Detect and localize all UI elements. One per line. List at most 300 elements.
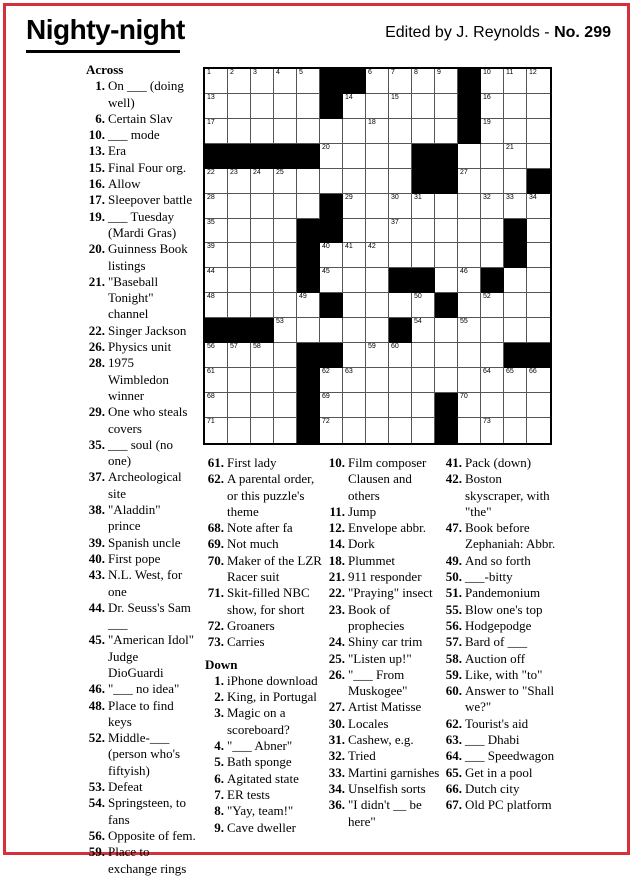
square-number: 40 <box>322 243 330 251</box>
grid-square[interactable] <box>343 194 366 219</box>
clue-item <box>326 455 440 504</box>
grid-square[interactable] <box>228 293 251 318</box>
grid-square[interactable] <box>435 194 458 219</box>
square-number: 44 <box>207 268 215 276</box>
clue-item <box>326 667 440 700</box>
square-number: 14 <box>345 93 353 101</box>
grid-square[interactable] <box>527 119 550 144</box>
grid-square[interactable] <box>366 69 389 94</box>
grid-square[interactable] <box>343 119 366 144</box>
grid-square[interactable] <box>435 219 458 244</box>
clue-text: ER tests <box>227 786 270 802</box>
grid-square[interactable] <box>389 219 412 244</box>
square-number: 63 <box>345 368 353 376</box>
grid-square[interactable] <box>343 293 366 318</box>
square-number: 4 <box>276 69 280 76</box>
black-square <box>435 169 458 194</box>
clue-number: 54. <box>88 795 105 811</box>
square-number: 59 <box>368 343 376 351</box>
clue-item <box>326 699 440 715</box>
grid-square[interactable] <box>205 194 228 219</box>
clue-number: 41. <box>445 455 462 470</box>
grid-square[interactable] <box>274 169 297 194</box>
clue-number: 46. <box>88 681 105 697</box>
grid-square[interactable] <box>228 194 251 219</box>
square-number: 60 <box>391 343 399 351</box>
grid-square[interactable] <box>228 119 251 144</box>
grid-square[interactable] <box>481 343 504 368</box>
black-square <box>205 318 228 343</box>
clue-text: Answer to "Shall we?" <box>465 683 555 715</box>
grid-square[interactable] <box>366 94 389 119</box>
grid-square[interactable] <box>297 318 320 343</box>
grid-square[interactable] <box>251 368 274 393</box>
black-square <box>527 343 550 368</box>
clue-item <box>86 404 196 437</box>
grid-square[interactable] <box>458 268 481 293</box>
grid-square[interactable] <box>228 418 251 443</box>
square-number: 61 <box>207 368 215 376</box>
clue-number: 70. <box>207 552 224 568</box>
grid-square[interactable] <box>366 194 389 219</box>
grid-square[interactable] <box>527 368 550 393</box>
grid-square[interactable] <box>274 393 297 418</box>
grid-square[interactable] <box>527 144 550 169</box>
grid-square[interactable] <box>251 243 274 268</box>
grid-square[interactable] <box>412 368 435 393</box>
clue-text: Groaners <box>227 617 275 633</box>
grid-square[interactable] <box>435 343 458 368</box>
clue-text: Book before Zephaniah: Abbr. <box>465 520 556 552</box>
grid-square[interactable] <box>412 94 435 119</box>
grid-square[interactable] <box>205 219 228 244</box>
grid-square[interactable] <box>504 318 527 343</box>
grid-square[interactable] <box>412 343 435 368</box>
grid-square[interactable] <box>343 268 366 293</box>
grid-square[interactable] <box>481 368 504 393</box>
clue-number: 59. <box>445 666 462 682</box>
grid-square[interactable] <box>320 268 343 293</box>
grid-square[interactable] <box>274 343 297 368</box>
black-square <box>297 343 320 368</box>
clue-item <box>443 520 563 553</box>
grid-square[interactable] <box>343 368 366 393</box>
grid-square[interactable] <box>389 69 412 94</box>
square-number: 18 <box>368 118 376 126</box>
grid-square[interactable] <box>320 119 343 144</box>
grid-square[interactable] <box>458 343 481 368</box>
black-square <box>251 144 274 169</box>
clue-column-2 <box>205 455 323 836</box>
grid-square[interactable] <box>274 119 297 144</box>
grid-square[interactable] <box>205 393 228 418</box>
grid-square[interactable] <box>481 169 504 194</box>
grid-square[interactable] <box>504 393 527 418</box>
grid-square[interactable] <box>251 94 274 119</box>
square-number: 66 <box>529 368 537 376</box>
grid-square[interactable] <box>274 293 297 318</box>
grid-square[interactable] <box>366 268 389 293</box>
grid-square[interactable] <box>412 393 435 418</box>
grid-square[interactable] <box>504 169 527 194</box>
clue-item <box>86 730 196 779</box>
clue-item <box>326 748 440 764</box>
clue-item <box>86 698 196 731</box>
square-number: 57 <box>230 343 238 351</box>
clue-text: Era <box>108 143 127 159</box>
clue-item <box>443 634 563 650</box>
grid-square[interactable] <box>481 144 504 169</box>
square-number: 27 <box>460 168 468 176</box>
grid-square[interactable] <box>504 293 527 318</box>
grid-square[interactable] <box>435 243 458 268</box>
grid-square[interactable] <box>366 293 389 318</box>
clue-text: Get in a pool <box>465 764 533 780</box>
grid-square[interactable] <box>228 393 251 418</box>
grid-square[interactable] <box>366 318 389 343</box>
square-number: 70 <box>460 392 468 400</box>
grid-square[interactable] <box>228 169 251 194</box>
grid-square[interactable] <box>205 243 228 268</box>
grid-square[interactable] <box>504 194 527 219</box>
grid-square[interactable] <box>205 119 228 144</box>
clue-section-heading: Down <box>205 656 238 672</box>
clue-text: Note after fa <box>227 520 293 536</box>
grid-square[interactable] <box>251 119 274 144</box>
clue-item <box>443 716 563 732</box>
grid-square[interactable] <box>251 194 274 219</box>
black-square <box>435 393 458 418</box>
clue-number: 24. <box>328 634 345 650</box>
grid-square[interactable] <box>389 243 412 268</box>
clue-text: Not much <box>227 536 279 552</box>
grid-square[interactable] <box>274 219 297 244</box>
grid-square[interactable] <box>366 343 389 368</box>
clue-number: 42. <box>445 471 462 487</box>
black-square <box>458 119 481 144</box>
grid-square[interactable] <box>481 194 504 219</box>
grid-square[interactable] <box>366 393 389 418</box>
clue-text: ___ soul (no one) <box>108 436 173 469</box>
grid-square[interactable] <box>274 368 297 393</box>
grid-square[interactable] <box>458 293 481 318</box>
grid-square[interactable] <box>320 169 343 194</box>
grid-square[interactable] <box>205 169 228 194</box>
grid-square[interactable] <box>297 194 320 219</box>
clue-text: Unselfish sorts <box>348 780 426 796</box>
clue-number: 17. <box>88 192 105 208</box>
clue-text: Springsteen, to fans <box>108 795 186 827</box>
grid-square[interactable] <box>527 318 550 343</box>
grid-square[interactable] <box>527 418 550 443</box>
clue-text: Guinness Book listings <box>108 241 188 273</box>
square-number: 62 <box>322 368 330 376</box>
clue-item <box>86 339 196 355</box>
black-square <box>458 94 481 119</box>
grid-square[interactable] <box>228 368 251 393</box>
clue-number: 6. <box>214 770 224 786</box>
grid-square[interactable] <box>274 268 297 293</box>
grid-square[interactable] <box>458 368 481 393</box>
square-number: 35 <box>207 218 215 226</box>
grid-square[interactable] <box>481 69 504 94</box>
clue-item <box>86 551 196 567</box>
grid-square[interactable] <box>366 219 389 244</box>
grid-square[interactable] <box>527 69 550 94</box>
grid-square[interactable] <box>343 393 366 418</box>
grid-square[interactable] <box>527 268 550 293</box>
grid-square[interactable] <box>251 393 274 418</box>
clue-text: Boston skyscraper, with "the" <box>465 471 550 519</box>
grid-square[interactable] <box>389 343 412 368</box>
grid-square[interactable] <box>458 318 481 343</box>
clue-text: On ___ (doing well) <box>108 78 184 110</box>
clue-number: 16. <box>88 176 105 192</box>
grid-square[interactable] <box>251 343 274 368</box>
grid-square[interactable] <box>343 219 366 244</box>
clue-item <box>86 828 196 844</box>
grid-square[interactable] <box>251 293 274 318</box>
clue-item <box>443 553 563 569</box>
grid-square[interactable] <box>205 418 228 443</box>
grid-square[interactable] <box>366 368 389 393</box>
clue-text: Blow one's top <box>465 601 543 617</box>
clue-number: 11. <box>329 503 345 519</box>
grid-square[interactable] <box>481 219 504 244</box>
grid-square[interactable] <box>343 418 366 443</box>
grid-square[interactable] <box>435 368 458 393</box>
black-square <box>458 69 481 94</box>
grid-square[interactable] <box>389 119 412 144</box>
grid-square[interactable] <box>527 219 550 244</box>
square-number: 30 <box>391 193 399 201</box>
grid-square[interactable] <box>228 94 251 119</box>
grid-square[interactable] <box>251 219 274 244</box>
grid-square[interactable] <box>320 318 343 343</box>
grid-square[interactable] <box>251 418 274 443</box>
clue-text: Allow <box>108 176 141 192</box>
grid-square[interactable] <box>412 69 435 94</box>
grid-square[interactable] <box>389 194 412 219</box>
clue-text: Carries <box>227 634 265 650</box>
grid-square[interactable] <box>527 194 550 219</box>
grid-square[interactable] <box>435 69 458 94</box>
grid-square[interactable] <box>504 368 527 393</box>
grid-square[interactable] <box>343 318 366 343</box>
clue-text: Locales <box>348 715 389 731</box>
grid-square[interactable] <box>274 243 297 268</box>
black-square <box>527 169 550 194</box>
black-square <box>320 219 343 244</box>
grid-square[interactable] <box>458 144 481 169</box>
clue-number: 67. <box>445 797 462 813</box>
grid-square[interactable] <box>527 243 550 268</box>
square-number: 8 <box>414 69 418 76</box>
grid-square[interactable] <box>297 69 320 94</box>
grid-square[interactable] <box>504 69 527 94</box>
grid-square[interactable] <box>366 418 389 443</box>
grid-square[interactable] <box>343 144 366 169</box>
clue-text: Middle-___ (person who's fiftyish) <box>108 730 181 778</box>
grid-square[interactable] <box>389 293 412 318</box>
grid-square[interactable] <box>389 94 412 119</box>
grid-square[interactable] <box>228 343 251 368</box>
grid-square[interactable] <box>504 119 527 144</box>
grid-square[interactable] <box>228 243 251 268</box>
black-square <box>297 393 320 418</box>
grid-square[interactable] <box>228 69 251 94</box>
grid-square[interactable] <box>527 94 550 119</box>
grid-square[interactable] <box>412 219 435 244</box>
grid-square[interactable] <box>274 69 297 94</box>
grid-square[interactable] <box>504 268 527 293</box>
grid-square[interactable] <box>320 418 343 443</box>
grid-square[interactable] <box>481 418 504 443</box>
square-number: 11 <box>506 69 514 76</box>
square-number: 22 <box>207 168 215 176</box>
grid-square[interactable] <box>366 119 389 144</box>
grid-square[interactable] <box>527 393 550 418</box>
clue-text: Old PC platform <box>465 797 552 813</box>
clue-text: ___-bitty <box>465 569 513 585</box>
grid-square[interactable] <box>389 393 412 418</box>
clue-number: 19. <box>88 208 105 224</box>
grid-square[interactable] <box>205 368 228 393</box>
grid-square[interactable] <box>389 169 412 194</box>
grid-square[interactable] <box>435 318 458 343</box>
grid-square[interactable] <box>412 318 435 343</box>
grid-square[interactable] <box>343 243 366 268</box>
grid-square[interactable] <box>274 418 297 443</box>
grid-square[interactable] <box>435 119 458 144</box>
clue-item <box>443 602 563 618</box>
grid-square[interactable] <box>412 194 435 219</box>
square-number: 6 <box>368 69 372 76</box>
clue-item <box>86 111 196 127</box>
grid-square[interactable] <box>251 268 274 293</box>
clue-item <box>86 535 196 551</box>
grid-square[interactable] <box>320 243 343 268</box>
clue-item <box>205 471 323 520</box>
grid-square[interactable] <box>458 169 481 194</box>
clue-item <box>86 78 196 111</box>
grid-square[interactable] <box>366 243 389 268</box>
grid-square[interactable] <box>481 293 504 318</box>
clue-number: 18. <box>328 552 345 568</box>
grid-square[interactable] <box>412 243 435 268</box>
grid-square[interactable] <box>297 94 320 119</box>
grid-square[interactable] <box>274 194 297 219</box>
grid-square[interactable] <box>320 144 343 169</box>
clue-text: "Aladdin" prince <box>108 502 161 534</box>
square-number: 1 <box>207 69 211 76</box>
clue-item <box>86 323 196 339</box>
grid-square[interactable] <box>389 418 412 443</box>
grid-square[interactable] <box>389 368 412 393</box>
clue-text: A parental order, or this puzzle's theme <box>227 471 315 519</box>
issue-number: No. 299 <box>554 24 611 41</box>
clue-text: N.L. West, for one <box>108 567 183 599</box>
clue-number: 60. <box>445 683 462 699</box>
grid-square[interactable] <box>205 343 228 368</box>
grid-square[interactable] <box>412 119 435 144</box>
grid-square[interactable] <box>481 393 504 418</box>
square-number: 45 <box>322 268 330 276</box>
clue-number: 23. <box>328 601 345 617</box>
grid-square[interactable] <box>412 418 435 443</box>
clue-text: "Baseball Tonight" channel <box>108 273 159 322</box>
black-square <box>435 293 458 318</box>
grid-square[interactable] <box>297 119 320 144</box>
crossword-grid <box>203 67 552 445</box>
grid-square[interactable] <box>527 293 550 318</box>
grid-square[interactable] <box>458 418 481 443</box>
grid-square[interactable] <box>320 393 343 418</box>
square-number: 54 <box>414 318 422 326</box>
grid-square[interactable] <box>297 169 320 194</box>
grid-square[interactable] <box>458 219 481 244</box>
grid-square[interactable] <box>297 293 320 318</box>
grid-square[interactable] <box>228 268 251 293</box>
black-square <box>481 268 504 293</box>
grid-square[interactable] <box>504 144 527 169</box>
grid-square[interactable] <box>274 94 297 119</box>
clue-number: 35. <box>88 436 105 452</box>
square-number: 12 <box>529 69 537 76</box>
grid-square[interactable] <box>251 169 274 194</box>
grid-square[interactable] <box>504 418 527 443</box>
grid-square[interactable] <box>343 343 366 368</box>
clue-item <box>443 585 563 601</box>
black-square <box>389 268 412 293</box>
grid-square[interactable] <box>343 169 366 194</box>
grid-square[interactable] <box>458 393 481 418</box>
grid-square[interactable] <box>343 94 366 119</box>
grid-square[interactable] <box>458 243 481 268</box>
grid-square[interactable] <box>366 144 389 169</box>
grid-square[interactable] <box>435 268 458 293</box>
grid-square[interactable] <box>205 268 228 293</box>
grid-square[interactable] <box>274 318 297 343</box>
clue-number: 51. <box>445 585 462 601</box>
clue-number: 4. <box>214 738 224 754</box>
clue-item <box>205 754 323 770</box>
grid-square[interactable] <box>481 94 504 119</box>
clue-item <box>443 618 563 634</box>
clue-item <box>205 585 323 618</box>
grid-square[interactable] <box>481 119 504 144</box>
grid-square[interactable] <box>205 293 228 318</box>
grid-square[interactable] <box>389 144 412 169</box>
square-number: 69 <box>322 392 330 400</box>
clue-item <box>205 536 323 552</box>
grid-square[interactable] <box>228 219 251 244</box>
grid-square[interactable] <box>458 194 481 219</box>
grid-square[interactable] <box>251 69 274 94</box>
grid-square[interactable] <box>366 169 389 194</box>
clue-column-1 <box>86 62 196 877</box>
clue-text: Cave dweller <box>227 819 296 835</box>
grid-square[interactable] <box>320 368 343 393</box>
grid-square[interactable] <box>481 243 504 268</box>
grid-square[interactable] <box>205 94 228 119</box>
grid-square[interactable] <box>481 318 504 343</box>
grid-square[interactable] <box>435 94 458 119</box>
clue-item <box>443 455 563 471</box>
grid-square[interactable] <box>205 69 228 94</box>
grid-square[interactable] <box>412 293 435 318</box>
grid-square[interactable] <box>504 94 527 119</box>
